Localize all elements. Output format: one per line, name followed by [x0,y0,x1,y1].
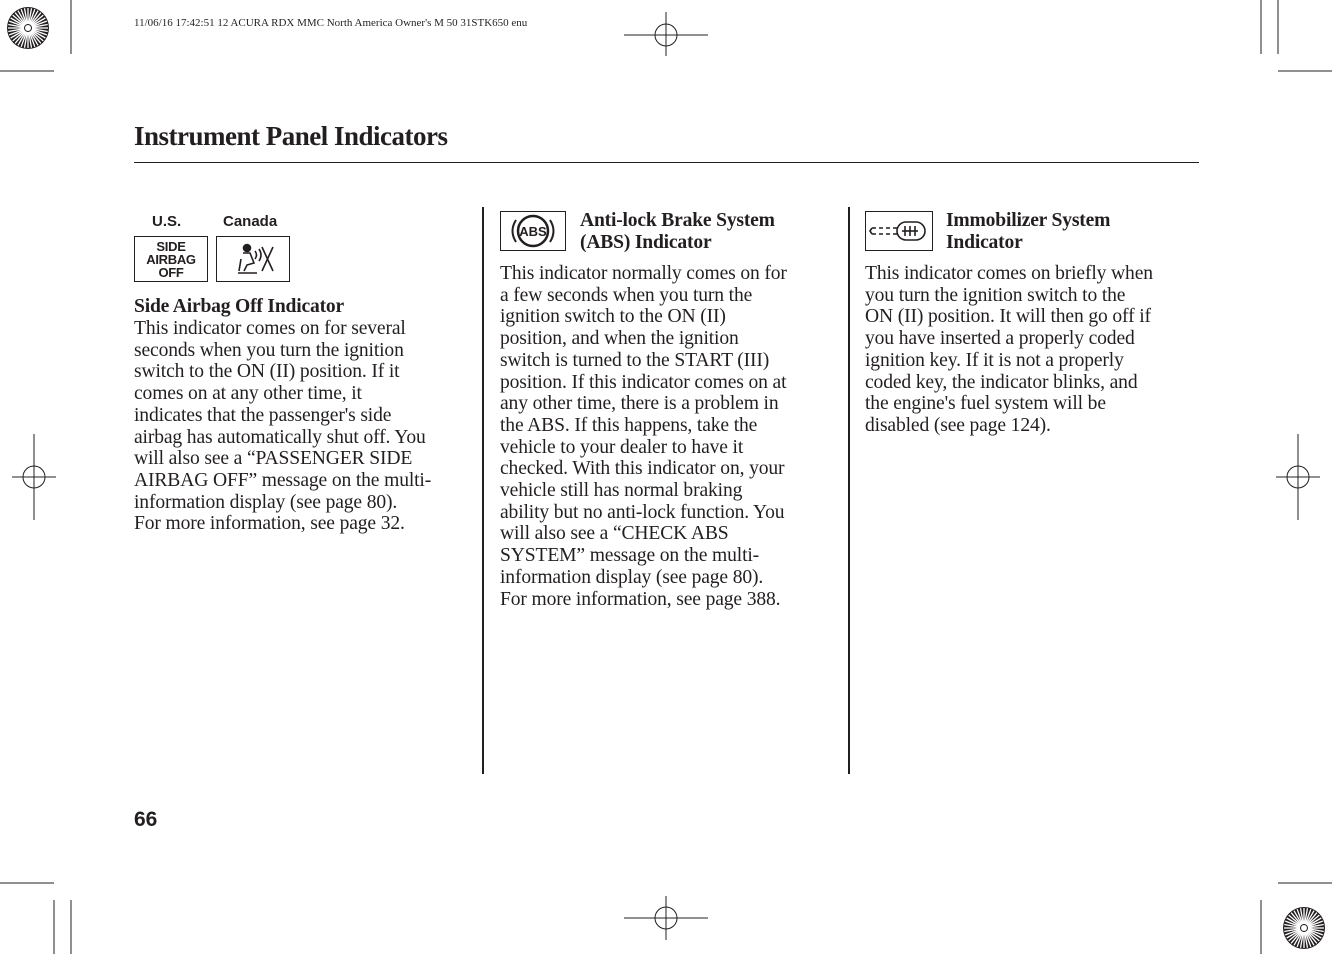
body-line: ignition key. If it is not a properly [865,349,1124,371]
registration-starburst-icon [6,6,50,50]
icon-text-line: SIDE [156,239,186,254]
heading-line: Immobilizer System [946,210,1111,231]
side-airbag-body [134,318,431,535]
side-airbag-off-canada-icon [216,236,290,282]
body-line: AIRBAG OFF” message on the multi- [134,469,432,491]
body-line: SYSTEM” message on the multi- [500,545,760,567]
page-number: 66 [134,808,158,831]
title-rule [134,162,1199,163]
body-line: disabled (see page 124). [865,414,1051,436]
abs-body [500,263,787,610]
page-title: Instrument Panel Indicators [134,121,448,151]
print-header: 11/06/16 17:42:51 12 ACURA RDX MMC North America Owner's M 50 31STK650 enu [134,17,528,29]
icon-text-line: OFF [158,265,184,280]
side-airbag-heading: Side Airbag Off Indicator [134,296,344,317]
body-line: information display (see page 80). [500,566,764,588]
body-line: ignition switch to the ON (II) [500,306,726,328]
body-line: coded key, the indicator blinks, and [865,371,1138,393]
body-line: checked. With this indicator on, your [500,458,785,480]
heading-line: Indicator [946,231,1023,253]
icon-text-line: AIRBAG [146,252,196,267]
body-line: comes on at any other time, it [134,383,362,405]
heading-line: (ABS) Indicator [580,231,712,253]
body-line: position. If this indicator comes on at [500,371,787,393]
body-line: seconds when you turn the ignition [134,339,404,361]
body-line: indicates that the passenger's side [134,404,392,426]
body-line: the engine's fuel system will be [865,393,1106,415]
body-line: will also see a “PASSENGER SIDE [134,448,413,470]
immobilizer-body [865,263,1153,437]
body-line: switch to the ON (II) position. If it [134,361,400,383]
abs-icon-text: ABS [519,224,547,239]
heading-line: Anti-lock Brake System [580,210,775,231]
body-line: This indicator comes on for several [134,318,406,339]
body-line: you turn the ignition switch to the [865,284,1126,306]
immobilizer-key-icon [865,211,933,251]
body-line: ON (II) position. It will then go off if [865,306,1151,328]
body-line: airbag has automatically shut off. You [134,426,426,448]
body-line: vehicle still has normal braking [500,480,743,502]
body-line: ability but no anti-lock function. You [500,501,785,523]
body-line: For more information, see page 388. [500,588,781,610]
body-line: the ABS. If this happens, take the [500,414,758,436]
body-line: switch is turned to the START (III) [500,349,770,371]
column-divider [482,207,484,774]
label-canada: Canada [223,213,278,230]
body-line: vehicle to your dealer to have it [500,436,744,458]
registration-starburst-icon [1282,906,1326,950]
abs-heading [580,210,775,253]
body-line: This indicator normally comes on for [500,263,787,284]
body-line: position, and when the ignition [500,328,739,350]
body-line: you have inserted a properly coded [865,328,1135,350]
label-us: U.S. [152,213,182,230]
column-divider [848,207,850,774]
body-line: information display (see page 80). [134,491,398,513]
body-line: This indicator comes on briefly when [865,263,1153,284]
side-airbag-off-us-icon [134,236,208,282]
abs-indicator-icon [500,211,566,251]
body-line: any other time, there is a problem in [500,393,779,415]
body-line: a few seconds when you turn the [500,284,753,306]
body-line: For more information, see page 32. [134,513,405,535]
body-line: will also see a “CHECK ABS [500,523,729,545]
immobilizer-heading [946,210,1110,253]
